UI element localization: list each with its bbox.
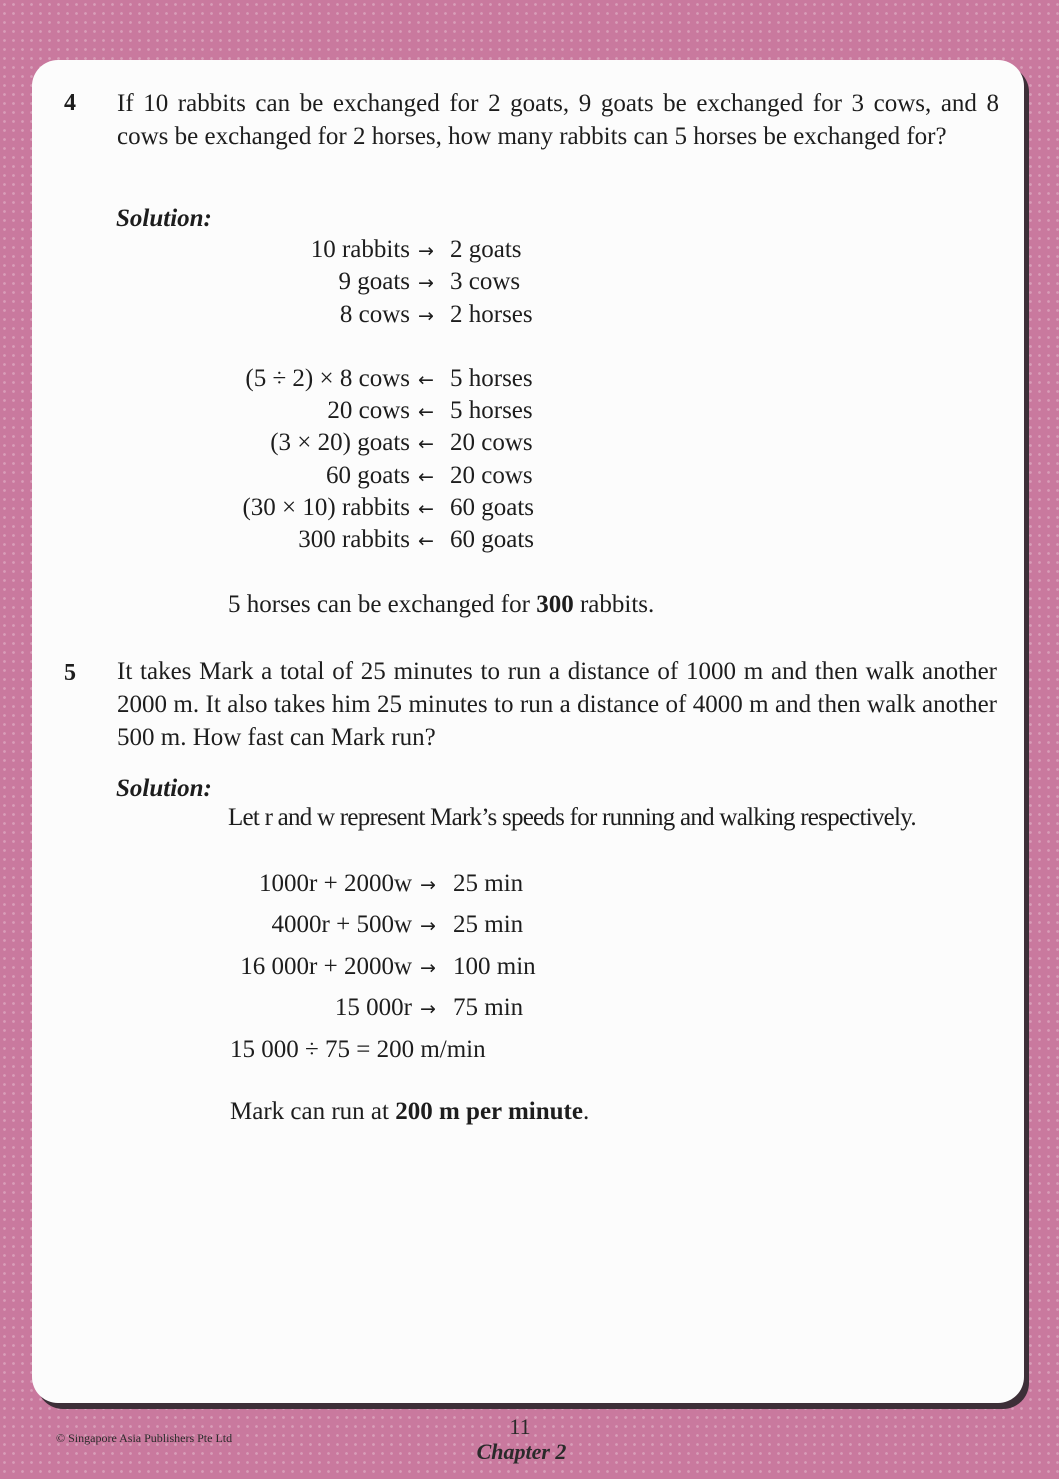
q4-step-rhs-3: 20 cows — [450, 429, 533, 456]
q5-eq-lhs-3: 16 000r + 2000w — [240, 953, 412, 980]
q5-answer-pre: Mark can run at — [230, 1098, 396, 1125]
q4-answer-post: rabbits. — [573, 591, 655, 618]
q4-given-lhs-1: 10 rabbits — [310, 236, 410, 263]
q4-step-arrow-1: ← — [418, 369, 434, 391]
q4-step-lhs-2: 20 cows — [327, 397, 410, 424]
question-5-answer — [230, 1098, 589, 1126]
q4-given-arrow-2: → — [418, 272, 434, 294]
question-5-calc: 15 000 ÷ 75 = 200 m/min — [230, 1036, 486, 1063]
q4-step-rhs-1: 5 horses — [450, 365, 533, 392]
q5-answer-bold: 200 m per minute — [395, 1098, 583, 1125]
question-4-answer — [228, 591, 654, 619]
q4-step-rhs-5: 60 goats — [450, 494, 535, 521]
q5-eq-arrow-4: → — [420, 998, 436, 1020]
q4-step-arrow-5: ← — [418, 498, 434, 520]
q4-given-lhs-3: 8 cows — [339, 301, 410, 328]
question-5-solution-label: Solution: — [116, 775, 212, 802]
q4-step-arrow-6: ← — [418, 530, 434, 552]
question-4-number: 4 — [64, 90, 76, 116]
q4-given-arrow-1: → — [418, 240, 434, 262]
q4-step-lhs-6: 300 rabbits — [298, 526, 410, 553]
q4-answer-bold: 300 — [536, 591, 574, 618]
question-5-intro: Let r and w represent Mark’s speeds for running and walking respectively. — [228, 804, 916, 831]
question-5-number: 5 — [64, 660, 76, 686]
q4-answer-pre: 5 horses can be exchanged for — [228, 591, 537, 618]
q4-given-rhs-3: 2 horses — [450, 301, 533, 328]
question-4-solution-label: Solution: — [116, 205, 212, 232]
q4-step-rhs-6: 60 goats — [450, 526, 535, 553]
page-number: 11 — [509, 1414, 531, 1439]
q5-eq-rhs-3: 100 min — [453, 953, 536, 980]
q4-step-arrow-2: ← — [418, 401, 434, 423]
q4-given-rhs-1: 2 goats — [450, 236, 522, 263]
q4-step-rhs-4: 20 cows — [450, 462, 533, 489]
q4-step-lhs-3: (3 × 20) goats — [270, 429, 410, 456]
q5-eq-arrow-1: → — [420, 874, 436, 896]
q4-given-rhs-2: 3 cows — [450, 268, 521, 295]
q4-step-rhs-2: 5 horses — [450, 397, 533, 424]
q5-eq-arrow-2: → — [420, 915, 436, 937]
question-5-text: It takes Mark a total of 25 minutes to run a distance of 1000 m and then walk another 2000 m. It also takes him 25 minutes to run a distance of 4000 m and then walk another 500 m. How fast can Mark run? — [117, 658, 997, 751]
q5-eq-lhs-4: 15 000r — [334, 994, 412, 1021]
q5-eq-rhs-1: 25 min — [453, 870, 524, 897]
q4-step-lhs-4: 60 goats — [325, 462, 410, 489]
q4-step-lhs-1: (5 ÷ 2) × 8 cows — [245, 365, 410, 392]
q4-step-arrow-3: ← — [418, 433, 434, 455]
chapter-label: Chapter 2 — [476, 1439, 567, 1464]
q4-step-arrow-4: ← — [418, 466, 434, 488]
q5-eq-lhs-2: 4000r + 500w — [271, 911, 412, 938]
copyright-notice: © Singapore Asia Publishers Pte Ltd — [56, 1431, 233, 1445]
q5-eq-lhs-1: 1000r + 2000w — [259, 870, 412, 897]
q5-eq-arrow-3: → — [420, 957, 436, 979]
q4-given-lhs-2: 9 goats — [338, 268, 410, 295]
question-4-text: If 10 rabbits can be exchanged for 2 goats, 9 goats be exchanged for 3 cows, and 8 cows be exchanged for 2 horses, how many rabbits can 5 horses be exchanged for? — [117, 90, 999, 150]
q4-given-arrow-3: → — [418, 305, 434, 327]
q5-eq-rhs-4: 75 min — [453, 994, 524, 1021]
q5-answer-post: . — [582, 1098, 590, 1125]
q5-eq-rhs-2: 25 min — [453, 911, 524, 938]
q4-step-lhs-5: (30 × 10) rabbits — [242, 494, 410, 521]
